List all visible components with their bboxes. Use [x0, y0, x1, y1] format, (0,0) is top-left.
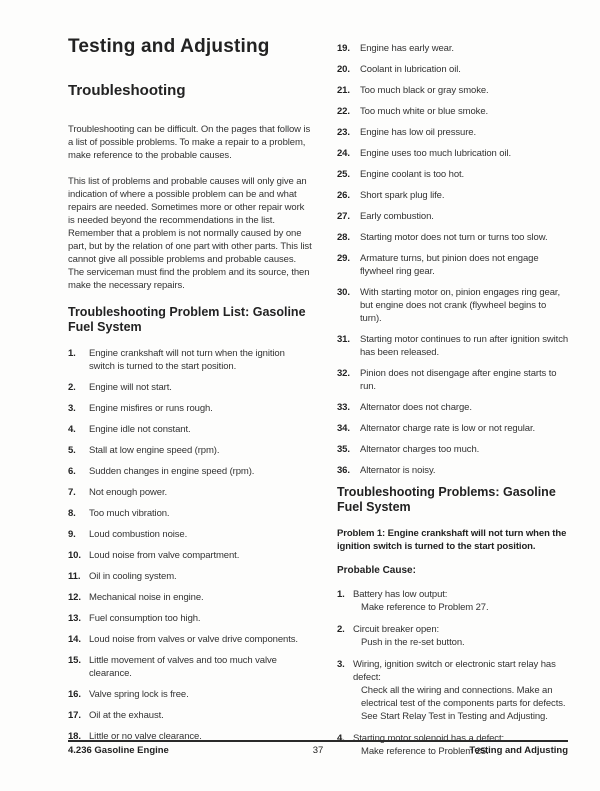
cause-text: Circuit breaker open:: [353, 624, 440, 635]
cause-number: 4.: [337, 733, 345, 744]
item-text: Loud noise from valves or valve drive components.: [89, 634, 298, 645]
list-item: [68, 347, 313, 373]
item-text: Short spark plug life.: [360, 190, 445, 201]
item-text: Fuel consumption too high.: [89, 613, 201, 624]
item-number: 31.: [337, 334, 350, 345]
item-text: Valve spring lock is free.: [89, 689, 189, 700]
item-text: Oil in cooling system.: [89, 571, 177, 582]
cause-remedy: Push in the re-set button.: [361, 637, 465, 648]
item-number: 4.: [68, 424, 76, 435]
list-item: [68, 570, 313, 583]
list-item: [68, 507, 313, 520]
item-text: Starting motor does not turn or turns too slow.: [360, 232, 548, 243]
problem-list-left: [68, 347, 313, 743]
item-number: 11.: [68, 571, 81, 582]
item-number: 17.: [68, 710, 81, 721]
cause-remedy: Make reference to Problem 27.: [361, 602, 489, 613]
item-number: 25.: [337, 169, 350, 180]
item-text: Starting motor continues to run after ignition switch has been released.: [360, 334, 569, 358]
item-number: 12.: [68, 592, 81, 603]
item-text: Engine will not start.: [89, 382, 172, 393]
left-column: [68, 36, 313, 767]
item-number: 16.: [68, 689, 81, 700]
list-item: [68, 381, 313, 394]
probable-cause-label: Probable Cause:: [337, 565, 416, 576]
item-text: Stall at low engine speed (rpm).: [89, 445, 220, 456]
cause-item: [337, 623, 570, 649]
item-text: Too much vibration.: [89, 508, 170, 519]
list-item: [68, 402, 313, 415]
list-item: [68, 444, 313, 457]
item-number: 1.: [68, 348, 76, 359]
list-item: [337, 231, 570, 244]
item-number: 10.: [68, 550, 81, 561]
item-number: 23.: [337, 127, 350, 138]
list-item: [68, 591, 313, 604]
list-item: [68, 423, 313, 436]
list-item: [337, 168, 570, 181]
item-number: 8.: [68, 508, 76, 519]
item-text: Too much black or gray smoke.: [360, 85, 489, 96]
item-text: Mechanical noise in engine.: [89, 592, 204, 603]
item-number: 26.: [337, 190, 350, 201]
list-item: [68, 612, 313, 625]
cause-item: [337, 588, 570, 614]
item-number: 20.: [337, 64, 350, 75]
item-number: 13.: [68, 613, 81, 624]
item-text: Alternator charge rate is low or not regular.: [360, 423, 536, 434]
item-number: 19.: [337, 43, 350, 54]
item-number: 9.: [68, 529, 76, 540]
list-item: [68, 709, 313, 722]
cause-number: 1.: [337, 589, 345, 600]
item-number: 5.: [68, 445, 76, 456]
item-text: Not enough power.: [89, 487, 168, 498]
item-text: Little or no valve clearance.: [89, 731, 202, 742]
cause-text: Starting motor solenoid has a defect:: [353, 733, 505, 744]
page-title: Testing and Adjusting: [68, 36, 270, 57]
cause-body: [353, 658, 570, 723]
item-text: Pinion does not disengage after engine starts to run.: [360, 368, 557, 392]
list-item: [337, 367, 570, 393]
item-number: 28.: [337, 232, 350, 243]
problem-1-title: Problem 1: Engine crankshaft will not turn when the ignition switch is turned to the start position.: [337, 528, 567, 552]
item-number: 32.: [337, 368, 350, 379]
item-number: 2.: [68, 382, 76, 393]
item-text: Little movement of valves and too much valve clearance.: [89, 655, 277, 679]
item-number: 29.: [337, 253, 350, 264]
list-item: [68, 688, 313, 701]
item-number: 24.: [337, 148, 350, 159]
page-content: [68, 36, 570, 767]
cause-body: [353, 623, 570, 649]
footer-section-name: Testing and Adjusting: [469, 745, 569, 756]
list-item: [337, 126, 570, 139]
cause-remedy: Make reference to Problem 25.: [361, 746, 489, 757]
item-text: Alternator is noisy.: [360, 465, 436, 476]
section-heading-troubleshooting: Troubleshooting: [68, 82, 186, 99]
cause-text: Battery has low output:: [353, 589, 448, 600]
item-number: 6.: [68, 466, 76, 477]
list-item: [68, 486, 313, 499]
list-item: [337, 401, 570, 414]
item-number: 36.: [337, 465, 350, 476]
item-text: Alternator charges too much.: [360, 444, 480, 455]
item-text: Early combustion.: [360, 211, 434, 222]
item-text: Engine crankshaft will not turn when the ignition switch is turned to the start position.: [89, 348, 285, 372]
item-text: Engine coolant is too hot.: [360, 169, 465, 180]
intro-paragraph: This list of problems and probable causes will only give an indication of where a possible problem can be and what repairs are needed. Sometimes more or other repair work is needed beyond the recommendations in the list. Remember that a problem is not normally caused by one part, but by the relation of one part with other parts. This list cannot give all possible problems and probable causes. The serviceman must find the problem and its source, then make the necessary repairs.: [68, 176, 312, 291]
item-text: Loud noise from valve compartment.: [89, 550, 240, 561]
list-item: [337, 210, 570, 223]
item-text: Loud combustion noise.: [89, 529, 188, 540]
probable-cause-list: [337, 588, 570, 758]
item-text: Engine uses too much lubrication oil.: [360, 148, 512, 159]
problem-list-right: [337, 42, 570, 477]
item-number: 33.: [337, 402, 350, 413]
item-number: 21.: [337, 85, 350, 96]
list-item: [68, 633, 313, 646]
item-text: Engine has low oil pressure.: [360, 127, 477, 138]
item-text: Coolant in lubrication oil.: [360, 64, 461, 75]
list-item: [68, 654, 313, 680]
item-text: Engine has early wear.: [360, 43, 454, 54]
item-text: Sudden changes in engine speed (rpm).: [89, 466, 255, 477]
item-number: 35.: [337, 444, 350, 455]
list-item: [337, 84, 570, 97]
list-item: [337, 252, 570, 278]
list-item: [337, 422, 570, 435]
item-number: 14.: [68, 634, 81, 645]
list-item: [337, 189, 570, 202]
item-number: 34.: [337, 423, 350, 434]
list-item: [337, 42, 570, 55]
item-text: With starting motor on, pinion engages ring gear, but engine does not crank (flywheel begins to turn).: [360, 287, 560, 324]
cause-item: [337, 658, 570, 723]
list-item: [337, 63, 570, 76]
list-item: [337, 286, 570, 325]
item-text: Alternator does not charge.: [360, 402, 472, 413]
right-column: [337, 36, 570, 767]
page-footer: [68, 740, 568, 756]
list-item: [68, 465, 313, 478]
cause-text: Wiring, ignition switch or electronic start relay has defect:: [353, 659, 556, 683]
item-number: 30.: [337, 287, 350, 298]
problem-list-heading: Troubleshooting Problem List: Gasoline Fuel System: [68, 305, 306, 334]
list-item: [68, 549, 313, 562]
cause-number: 2.: [337, 624, 345, 635]
item-text: Armature turns, but pinion does not engage flywheel ring gear.: [360, 253, 539, 277]
intro-paragraphs: [68, 123, 313, 292]
cause-body: [353, 588, 570, 614]
list-item: [68, 528, 313, 541]
item-text: Oil at the exhaust.: [89, 710, 164, 721]
list-item: [337, 147, 570, 160]
footer-engine-model: 4.236 Gasoline Engine: [68, 745, 169, 756]
item-number: 7.: [68, 487, 76, 498]
footer-page-number: 37: [312, 745, 324, 756]
item-number: 15.: [68, 655, 81, 666]
cause-remedy: Check all the wiring and connections. Make an electrical test of the components parts for defects. See Start Relay Test in Testing and Adjusting.: [361, 685, 566, 722]
item-number: 3.: [68, 403, 76, 414]
problems-section-heading: Troubleshooting Problems: Gasoline Fuel System: [337, 485, 556, 514]
item-text: Too much white or blue smoke.: [360, 106, 489, 117]
item-number: 18.: [68, 731, 81, 742]
list-item: [337, 464, 570, 477]
item-number: 22.: [337, 106, 350, 117]
cause-number: 3.: [337, 659, 345, 670]
list-item: [337, 443, 570, 456]
intro-paragraph: Troubleshooting can be difficult. On the pages that follow is a list of possible problems. To make a repair to a problem, make reference to the probable causes.: [68, 124, 311, 161]
list-item: [337, 333, 570, 359]
item-text: Engine misfires or runs rough.: [89, 403, 213, 414]
list-item: [337, 105, 570, 118]
item-text: Engine idle not constant.: [89, 424, 191, 435]
item-number: 27.: [337, 211, 350, 222]
